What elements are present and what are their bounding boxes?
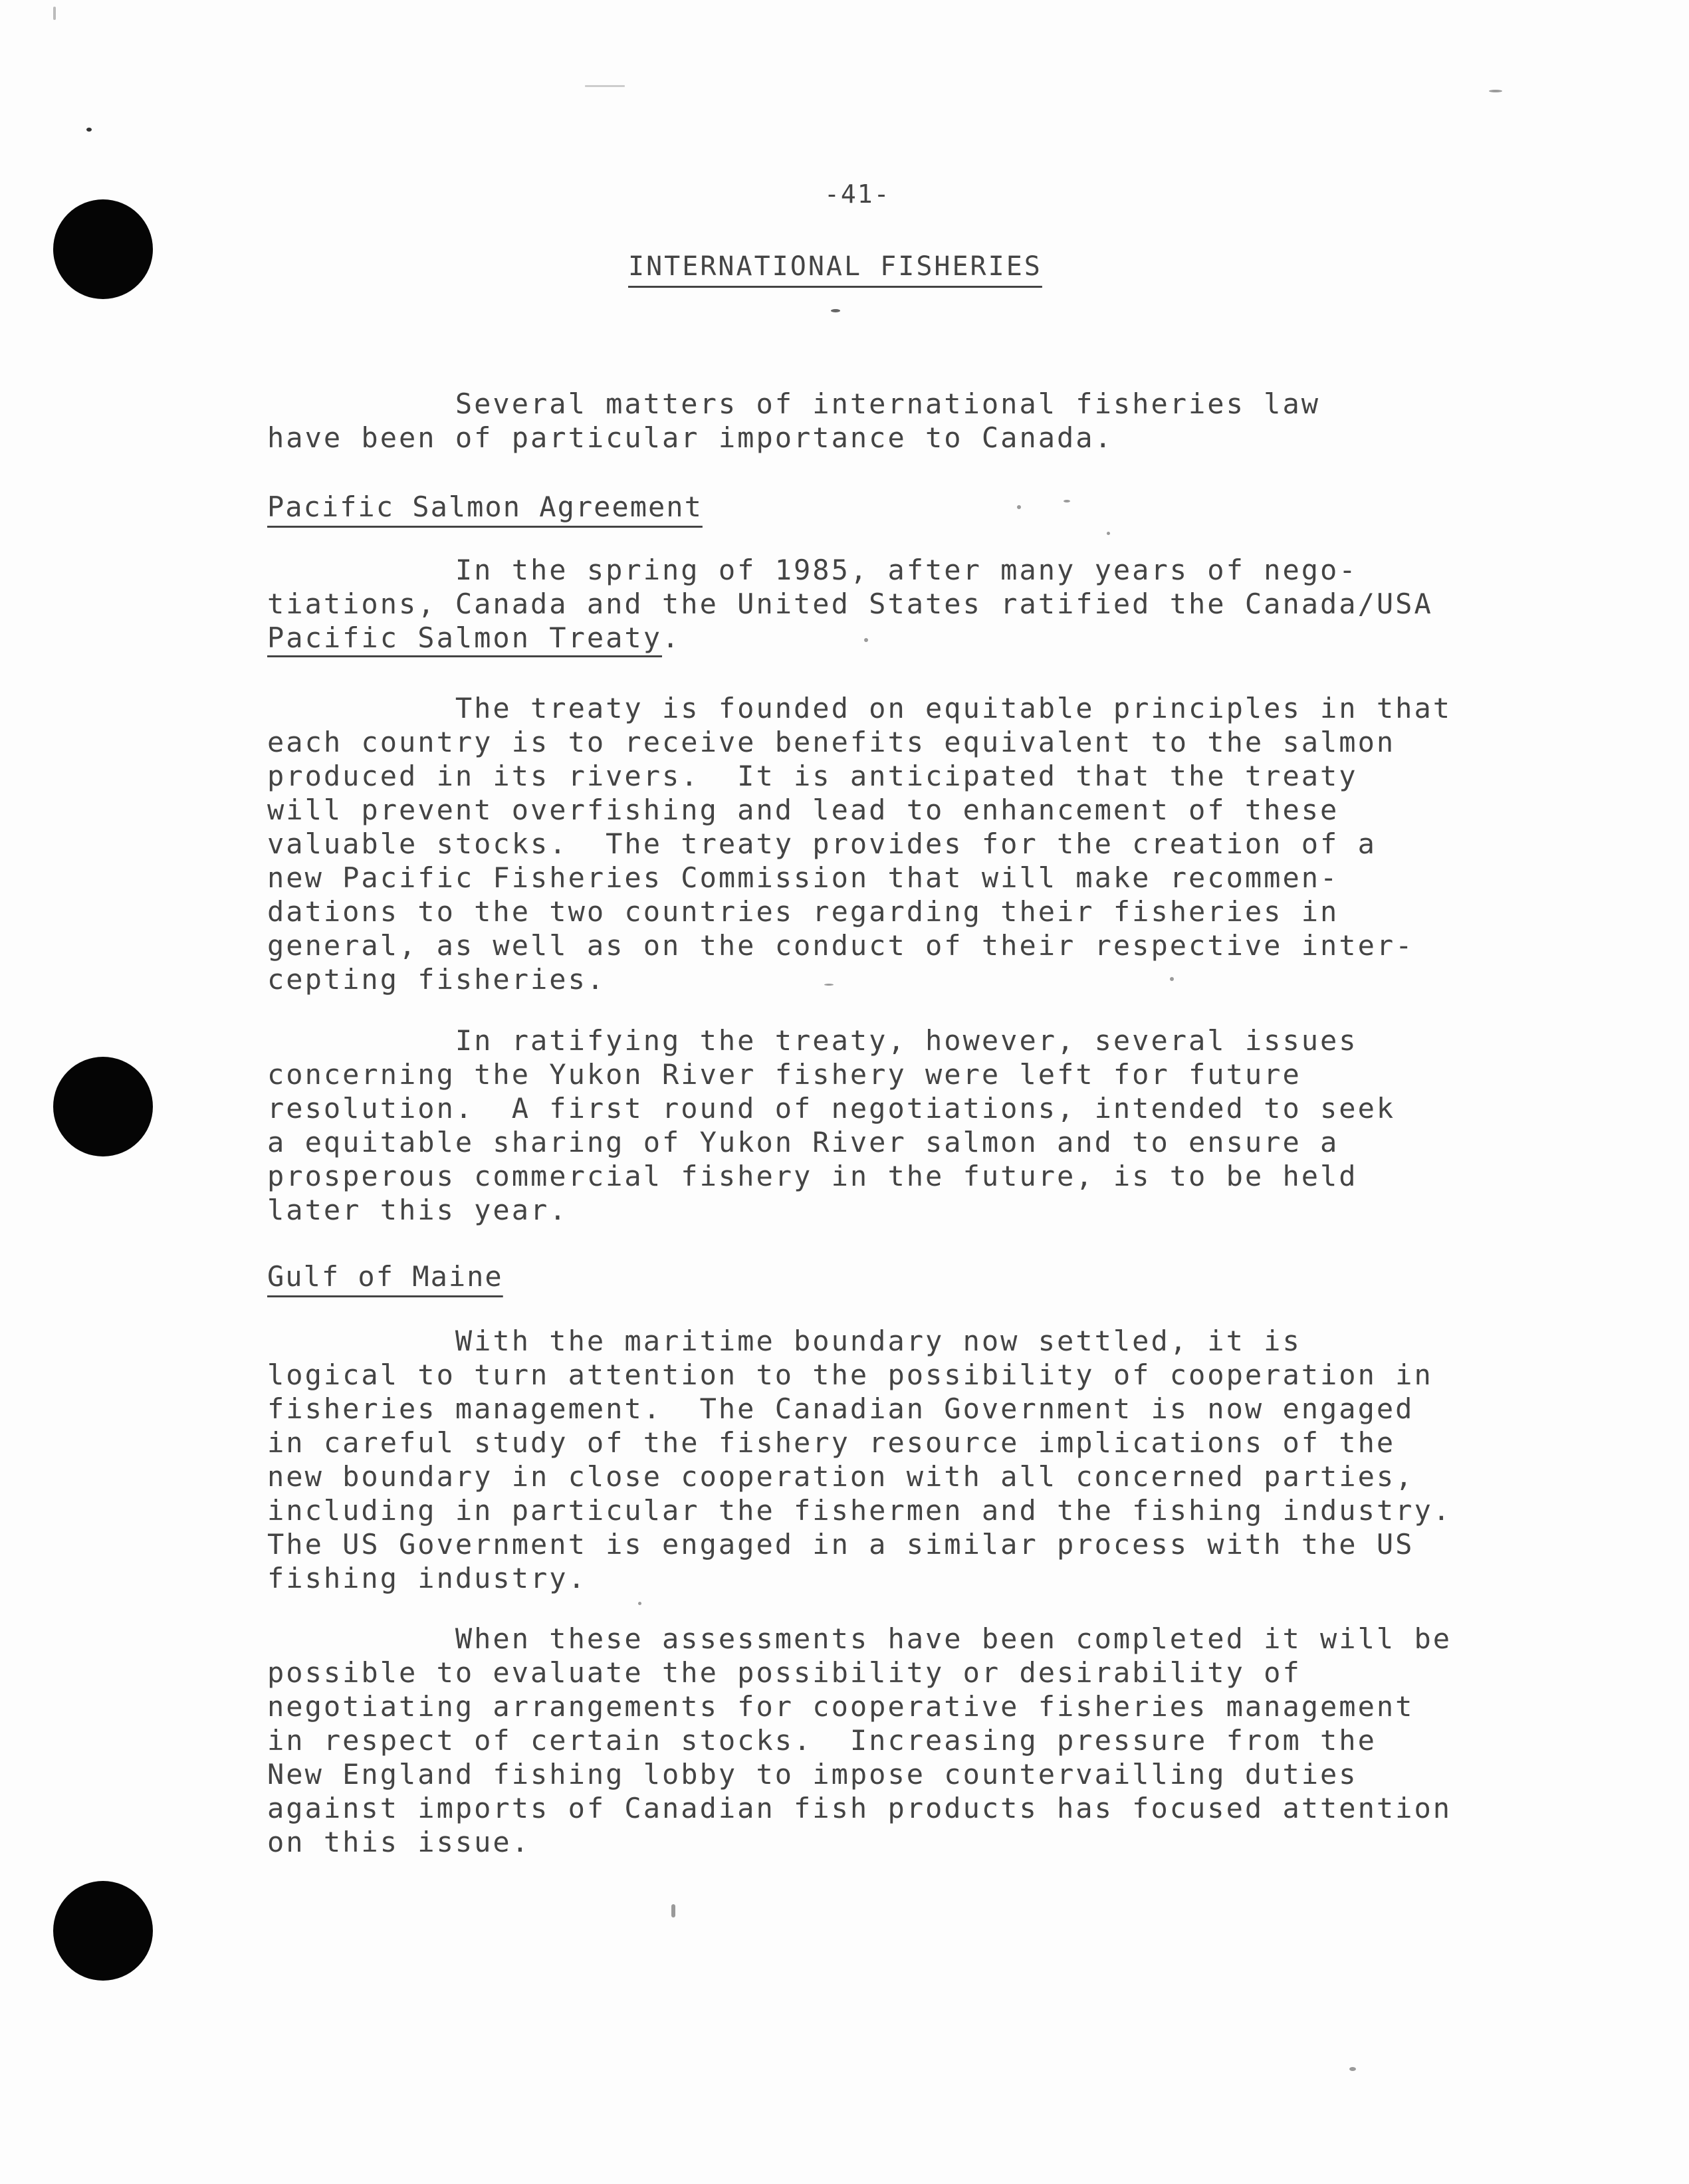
scan-speck xyxy=(671,1904,675,1917)
text-line: dations to the two countries regarding their fisheries in xyxy=(267,895,1339,928)
paragraph-yukon-river xyxy=(267,1024,1570,1227)
text-line: later this year. xyxy=(267,1194,568,1226)
text-line: each country is to receive benefits equivalent to the salmon xyxy=(267,726,1396,758)
scan-speck xyxy=(638,1602,641,1605)
section-heading-pacific-salmon: Pacific Salmon Agreement xyxy=(267,491,703,523)
scan-speck xyxy=(831,309,840,312)
text-line: on this issue. xyxy=(267,1826,531,1858)
scan-speck xyxy=(86,128,92,132)
page-title: INTERNATIONAL FISHERIES xyxy=(628,251,1042,282)
text-line: logical to turn attention to the possibility of cooperation in xyxy=(267,1359,1433,1391)
text-line: In the spring of 1985, after many years of nego- xyxy=(267,554,1358,586)
paragraph-maritime-boundary xyxy=(267,1324,1570,1595)
text-line: new boundary in close cooperation with all concerned parties, xyxy=(267,1460,1414,1493)
text-line: The US Government is engaged in a similar process with the US xyxy=(267,1528,1414,1561)
text-line: possible to evaluate the possibility or desirability of xyxy=(267,1656,1301,1689)
text-line: tiations, Canada and the United States ratified the Canada/USA xyxy=(267,588,1433,620)
text-line: In ratifying the treaty, however, several issues xyxy=(267,1024,1358,1057)
scan-speck xyxy=(1349,2067,1356,2071)
paragraph-assessments xyxy=(267,1622,1570,1859)
text-line: new Pacific Fisheries Commission that will make recommen- xyxy=(267,861,1339,894)
text-line: resolution. A first round of negotiations, intended to seek xyxy=(267,1092,1396,1125)
text-line: fisheries management. The Canadian Government is now engaged xyxy=(267,1392,1414,1425)
text-line: valuable stocks. The treaty provides for the creation of a xyxy=(267,827,1377,860)
punch-hole-top xyxy=(53,199,153,299)
text-fragment: . xyxy=(662,621,681,654)
text-line: Several matters of international fisheries law xyxy=(267,387,1321,420)
text-line: a equitable sharing of Yukon River salmon and to ensure a xyxy=(267,1126,1339,1158)
text-line: prosperous commercial fishery in the future, is to be held xyxy=(267,1160,1358,1192)
paragraph-treaty-principles xyxy=(267,691,1570,996)
text-line: cepting fisheries. xyxy=(267,963,606,996)
scan-speck xyxy=(1489,90,1502,92)
text-line: negotiating arrangements for cooperative fisheries management xyxy=(267,1690,1414,1723)
text-line: will prevent overfishing and lead to enhancement of these xyxy=(267,794,1339,826)
scan-speck xyxy=(1064,500,1070,502)
text-line: against imports of Canadian fish products has focused attention xyxy=(267,1792,1452,1824)
section-heading-gulf-of-maine: Gulf of Maine xyxy=(267,1260,503,1293)
text-line: including in particular the fishermen and the fishing industry. xyxy=(267,1494,1452,1527)
text-line: New England fishing lobby to impose countervailling duties xyxy=(267,1758,1358,1791)
text-line: produced in its rivers. It is anticipated that the treaty xyxy=(267,760,1358,792)
scan-speck xyxy=(1107,532,1110,535)
text-line: fishing industry. xyxy=(267,1562,587,1594)
page-number: -41- xyxy=(824,179,891,209)
text-line: in respect of certain stocks. Increasing pressure from the xyxy=(267,1724,1377,1757)
punch-hole-middle xyxy=(53,1057,153,1156)
punch-hole-bottom xyxy=(53,1881,153,1981)
scan-speck xyxy=(585,85,625,87)
text-line: in careful study of the fishery resource implications of the xyxy=(267,1426,1396,1459)
text-line: concerning the Yukon River fishery were left for future xyxy=(267,1058,1301,1091)
text-line xyxy=(267,621,1570,655)
text-line: have been of particular importance to Canada. xyxy=(267,421,1113,454)
text-line: The treaty is founded on equitable principles in that xyxy=(267,692,1452,724)
text-line: general, as well as on the conduct of their respective inter- xyxy=(267,929,1414,962)
intro-paragraph xyxy=(267,387,1570,455)
treaty-name: Pacific Salmon Treaty xyxy=(267,621,663,654)
scan-speck xyxy=(1017,505,1021,509)
scan-speck xyxy=(53,7,56,20)
text-line: When these assessments have been completed it will be xyxy=(267,1622,1452,1655)
paragraph-salmon-ratification xyxy=(267,553,1570,655)
text-line: With the maritime boundary now settled, it is xyxy=(267,1325,1301,1357)
